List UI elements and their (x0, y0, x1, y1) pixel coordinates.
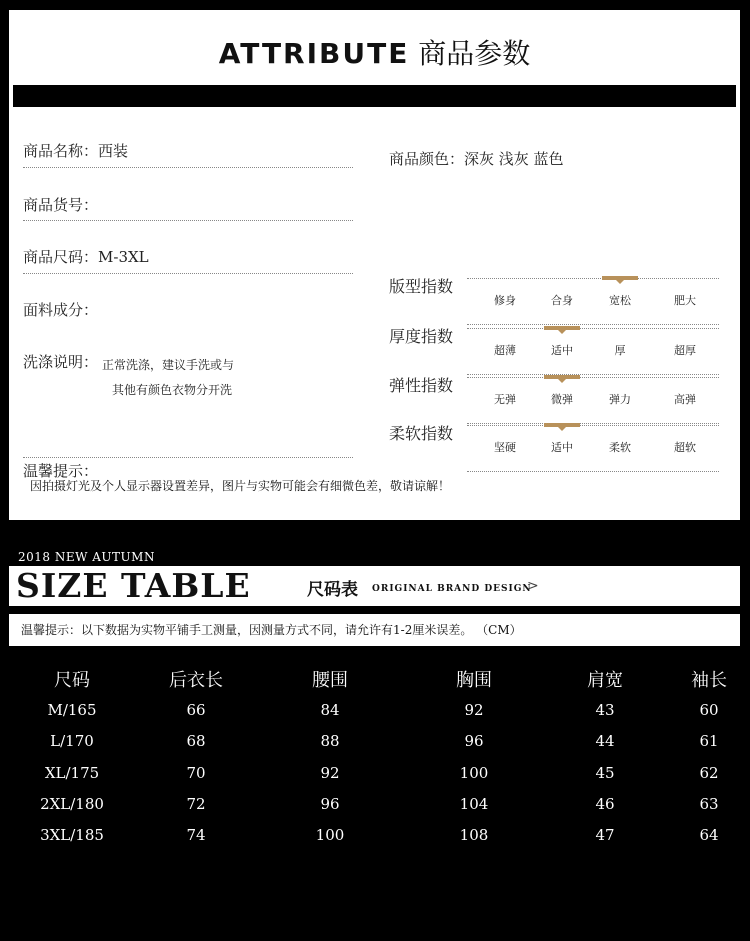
index-label: 弹性指数 (389, 376, 454, 395)
table-value-cell: 43 (595, 701, 615, 719)
table-value-cell: 61 (699, 732, 719, 750)
table-value-cell: 72 (186, 795, 206, 813)
index-label: 厚度指数 (389, 327, 454, 346)
table-value-cell: 100 (315, 826, 345, 844)
attribute-title (9, 32, 740, 72)
table-value-cell: 45 (595, 764, 615, 782)
index-selected-marker (544, 326, 580, 330)
measurement-tip: 温馨提示：以下数据为实物平铺手工测量，因测量方式不同，请允许有1-2厘米误差。 （CM） (21, 623, 522, 637)
index-label: 版型指数 (389, 277, 454, 296)
table-value-cell: 88 (320, 732, 340, 750)
size-table (9, 655, 740, 931)
table-size-cell: 3XL/185 (40, 826, 104, 844)
field-wash-line2: 其他有颜色衣物分开洗 (112, 383, 233, 397)
table-value-cell: 84 (320, 701, 340, 719)
table-value-cell: 92 (320, 764, 340, 782)
attribute-title-en: ATTRIBUTE (218, 37, 410, 70)
attribute-title-cn: 商品参数 (418, 37, 531, 70)
chevron-right-icon: > (527, 578, 539, 594)
field-fabric (23, 299, 98, 320)
index-dotline (467, 324, 719, 325)
table-value-cell: 100 (459, 764, 489, 782)
field-label: 商品名称： (23, 142, 99, 160)
index-selected-marker (602, 276, 638, 280)
table-header-cell: 胸围 (456, 670, 492, 691)
index-option: 无弹 (494, 393, 516, 406)
index-option: 肥大 (674, 294, 696, 307)
table-header-cell: 肩宽 (587, 670, 623, 691)
table-size-cell: M/165 (47, 701, 97, 719)
field-product-number (23, 194, 98, 215)
index-dotline (467, 328, 719, 329)
index-option: 厚 (614, 344, 626, 357)
table-value-cell: 64 (699, 826, 719, 844)
index-option: 宽松 (609, 294, 631, 307)
field-value: 西装 (98, 142, 129, 160)
index-option: 坚硬 (494, 441, 516, 454)
index-dotline (467, 471, 719, 472)
table-header-cell: 尺码 (54, 670, 90, 691)
size-table-title: SIZE TABLE (16, 566, 251, 605)
header-divider-bar (13, 85, 736, 107)
table-header-cell: 袖长 (691, 670, 727, 691)
index-option: 超软 (674, 441, 696, 454)
index-option: 合身 (551, 294, 573, 307)
field-dotline (23, 273, 353, 274)
reminder-text: 因拍摄灯光及个人显示器设置差异，图片与实物可能会有细微色差，敬请谅解！ (30, 479, 451, 493)
reminder-dotline (23, 457, 353, 458)
table-value-cell: 70 (186, 764, 206, 782)
table-size-cell: XL/175 (44, 764, 100, 782)
field-label: 商品颜色： (389, 150, 465, 168)
index-option: 超薄 (494, 344, 516, 357)
table-header-cell: 腰围 (312, 670, 348, 691)
season-tag: 2018 NEW AUTUMN (18, 550, 155, 564)
field-color (389, 148, 564, 169)
size-table-title-cn: 尺码表 (307, 580, 358, 600)
table-value-cell: 68 (186, 732, 206, 750)
index-selected-marker (544, 375, 580, 379)
table-value-cell: 47 (595, 826, 615, 844)
field-value: 深灰 浅灰 蓝色 (464, 150, 564, 168)
field-value: M-3XL (98, 248, 149, 266)
table-size-cell: 2XL/180 (40, 795, 104, 813)
index-dotline (467, 377, 719, 378)
index-dotline (467, 423, 719, 424)
field-wash-label: 洗涤说明： (23, 353, 99, 371)
index-option: 适中 (551, 344, 573, 357)
table-value-cell: 60 (699, 701, 719, 719)
index-option: 高弹 (674, 393, 696, 406)
table-value-cell: 92 (464, 701, 484, 719)
index-option: 柔软 (609, 441, 631, 454)
index-label: 柔软指数 (389, 424, 454, 443)
field-label: 商品尺码： (23, 248, 99, 266)
table-value-cell: 63 (699, 795, 719, 813)
table-size-cell: L/170 (50, 732, 94, 750)
field-label: 商品货号： (23, 196, 99, 214)
table-header-cell: 后衣长 (169, 670, 223, 691)
table-value-cell: 66 (186, 701, 206, 719)
table-value-cell: 46 (595, 795, 615, 813)
index-option: 适中 (551, 441, 573, 454)
index-option: 微弹 (551, 393, 573, 406)
table-value-cell: 104 (459, 795, 489, 813)
table-value-cell: 96 (320, 795, 340, 813)
table-value-cell: 44 (595, 732, 615, 750)
field-label: 面料成分： (23, 301, 99, 319)
index-option: 超厚 (674, 344, 696, 357)
table-value-cell: 108 (459, 826, 489, 844)
field-product-name (23, 140, 128, 161)
table-value-cell: 96 (464, 732, 484, 750)
table-value-cell: 74 (186, 826, 206, 844)
table-value-cell: 62 (699, 764, 719, 782)
brand-tagline: ORIGINAL BRAND DESIGN (372, 584, 532, 594)
field-product-size (23, 246, 149, 267)
field-dotline (23, 220, 353, 221)
index-dotline (467, 374, 719, 375)
index-option: 修身 (494, 294, 516, 307)
attribute-panel (9, 10, 740, 520)
index-dotline (467, 278, 719, 279)
index-dotline (467, 425, 719, 426)
field-wash-line1: 正常洗涤，建议手洗或与 (102, 358, 235, 372)
index-option: 弹力 (609, 393, 631, 406)
reminder-label: 温馨提示： (23, 462, 99, 480)
index-selected-marker (544, 423, 580, 427)
field-dotline (23, 167, 353, 168)
